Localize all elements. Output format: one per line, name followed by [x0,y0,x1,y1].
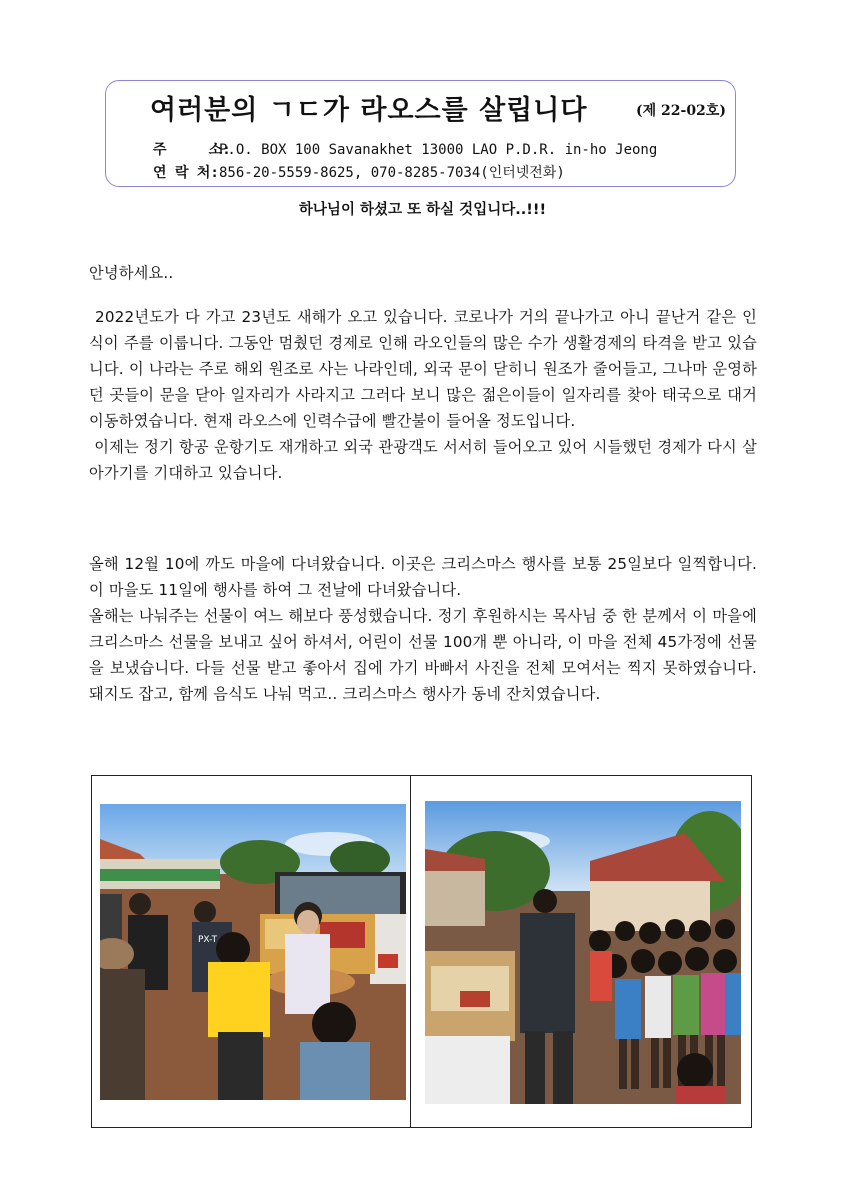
greeting [89,260,757,286]
body-section-2 [89,551,757,707]
paragraph-4: 올해는 나눠주는 선물이 여느 해보다 풍성했습니다. 정기 후원하시는 목사님 중 한 분께서 이 마을에 크리스마스 선물을 보내고 싶어 하셔서, 어린이 선물 100개 뿐 아니라, 이 마을 전체 45가정에 선물을 보냈습니다. 다들 선물 받고 좋아서 집에 가기 바빠서 사진을 전체 모여서는 찍지 못하였습니다. 돼지도 잡고, 함께 음식도 나눠 먹고.. 크리스마스 행사가 동네 잔치였습니다. [89,607,757,703]
body-section-1 [89,304,763,486]
contact-label: 연 락 처: [153,165,219,181]
paragraph-2: 이제는 정기 항공 운항기도 재개하고 외국 관광객도 서서히 들어오고 있어 시들했던 경제가 다시 살아가기를 기대하고 있습니다. [89,438,757,482]
contact-value: 856-20-5559-8625, 070-8285-7034(인터넷전화) [219,165,565,181]
paragraph-1: 2022년도가 다 가고 23년도 새해가 오고 있습니다. 코로나가 거의 끝나가고 아니 끝난거 같은 인식이 주를 이룹니다. 그동안 멈췄던 경제로 인해 라오인들의 많은 수가 생활경제의 타격을 받고 있습니다. 이 나라는 주로 해외 원조로 사는 나라인데, 외국 문이 닫히니 원조가 줄어들고, 그나마 운영하던 곳들이 문을 닫아 일자리가 사라지고 그러다 보니 많은 젊은이들이 일자리를 찾아 태국으로 대거 이동하였습니다. 현재 라오스에 인력수급에 빨간불이 들어올 정도입니다. [89,308,763,430]
contact-line [153,162,565,182]
address-line [153,139,657,159]
newsletter-title: 여러분의 ㄱㄷ가 라오스를 살립니다 [150,95,588,126]
photo-children-queue [425,801,741,1104]
address-value: P.O. BOX 100 Savanakhet 13000 LAO P.D.R. in-ho Jeong [219,142,658,158]
paragraph-3: 올해 12월 10에 까도 마을에 다녀왔습니다. 이곳은 크리스마스 행사를 보통 25일보다 일찍합니다. 이 마을도 11일에 행사를 하여 그 전날에 다녀왔습니다. [89,555,757,599]
photo1-badge: PX-T [198,935,218,945]
photo-gift-distribution-image [100,804,406,1100]
issue-number: (제 22-02호) [636,103,726,119]
photo-children-queue-image [425,801,741,1104]
slogan: 하나님이 하셨고 또 하실 것입니다..!!! [298,202,547,218]
photo-table [91,775,752,1128]
address-label: 주 소: [153,142,231,158]
photo-divider [410,776,411,1127]
photo-gift-distribution [100,804,406,1100]
greeting-text: 안녕하세요.. [89,264,174,282]
